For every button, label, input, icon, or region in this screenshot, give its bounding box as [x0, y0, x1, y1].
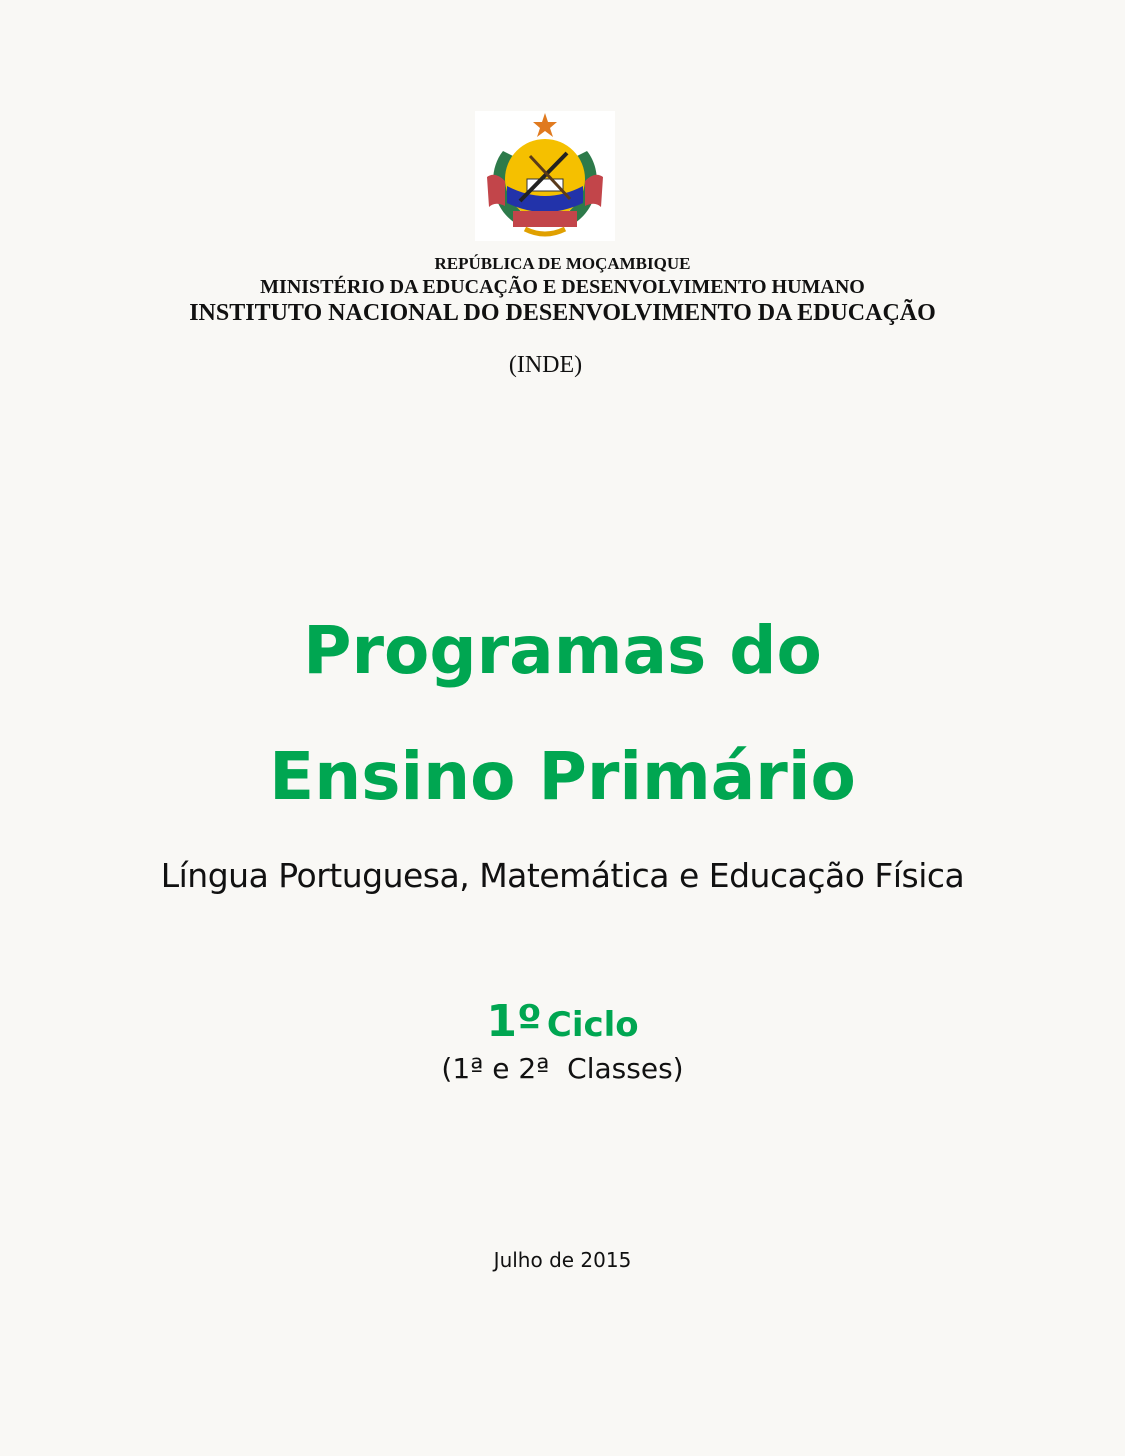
- title-line-1: Programas do: [303, 612, 822, 689]
- mozambique-coat-of-arms-icon: [475, 111, 615, 241]
- cycle-heading: [0, 996, 1125, 1047]
- institute-acronym: (INDE): [508, 352, 583, 378]
- cycle-number: 1º: [486, 996, 542, 1047]
- ministry-name: MINISTÉRIO DA EDUCAÇÃO E DESENVOLVIMENTO HUMANO: [260, 276, 865, 298]
- publication-date: Julho de 2015: [493, 1248, 632, 1272]
- coat-of-arms-emblem: [475, 111, 615, 241]
- cycle-classes: (1ª e 2ª Classes): [441, 1052, 684, 1085]
- cycle-label: Ciclo: [546, 1005, 639, 1045]
- title-line-2: Ensino Primário: [269, 738, 856, 815]
- subjects: Língua Portuguesa, Matemática e Educação Física: [160, 856, 965, 895]
- institute-name: INSTITUTO NACIONAL DO DESENVOLVIMENTO DA EDUCAÇÃO: [189, 300, 936, 326]
- country-name: REPÚBLICA DE MOÇAMBIQUE: [434, 254, 691, 273]
